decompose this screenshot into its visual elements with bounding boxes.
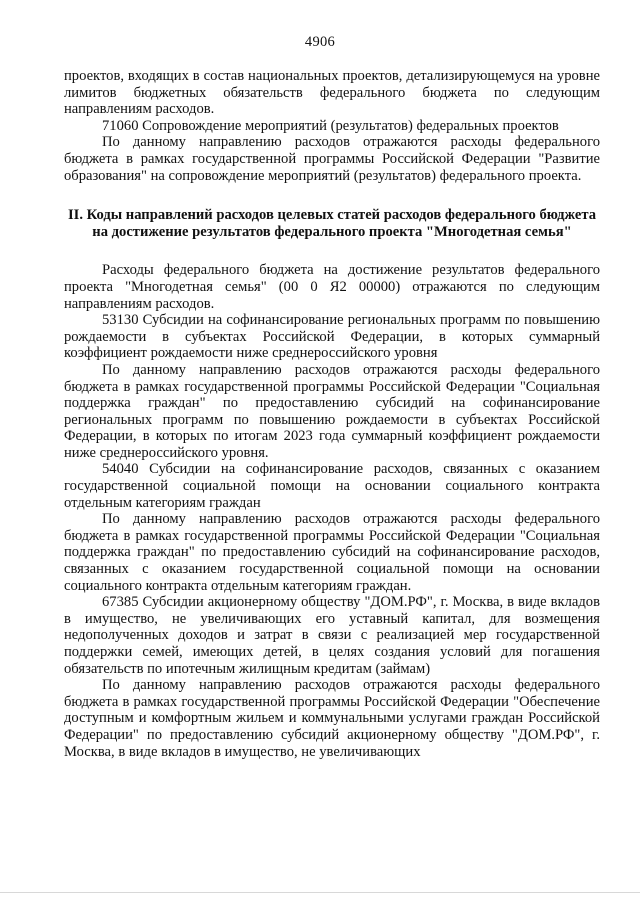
paragraph-code-53130: 53130 Субсидии на софинансирование региональных программ по повышению рождаемости в субъектах Российской Федерации, в которых суммарный коэффициент рождаемости ниже среднероссийского уровня: [64, 312, 600, 362]
paragraph-code-71060: 71060 Сопровождение мероприятий (результатов) федеральных проектов: [102, 117, 559, 134]
paragraph-code-54040: 54040 Субсидии на софинансирование расходов, связанных с оказанием государственной социальной помощи на основании социального контракта отдельным категориям граждан: [64, 461, 600, 511]
paragraph-section-intro: Расходы федерального бюджета на достижение результатов федерального проекта "Многодетная семья" (00 0 Я2 00000) отражаются по следующим направлениям расходов.: [64, 262, 600, 312]
page-number: 4906: [304, 34, 336, 50]
paragraph-71060-description: По данному направлению расходов отражаются расходы федерального бюджета в рамках государственной программы Российской Федерации "Развитие образования" на сопровождение мероприятий (результатов) федерального проекта.: [64, 134, 600, 184]
section-heading: II. Коды направлений расходов целевых статей расходов федерального бюджета на достижение результатов федерального проекта "Многодетная семья": [67, 207, 597, 240]
paragraph-continuation: проектов, входящих в состав национальных проектов, детализирующемуся на уровне лимитов бюджетных обязательств федерального бюджета по следующим направлениям расходов.: [64, 68, 600, 118]
document-body: [64, 68, 600, 760]
scan-edge-line: [0, 892, 640, 893]
paragraph-53130-description: По данному направлению расходов отражаются расходы федерального бюджета в рамках государственной программы Российской Федерации "Социальная поддержка граждан" по предоставлению субсидий на софинансирование региональных программ по повышению рождаемости в субъектах Российской Федерации, в которых по итогам 2023 года суммарный коэффициент рождаемости ниже среднероссийского уровня.: [64, 361, 600, 461]
paragraph-54040-description: По данному направлению расходов отражаются расходы федерального бюджета в рамках государственной программы Российской Федерации "Социальная поддержка граждан" по предоставлению субсидий на софинансирование расходов, связанных с оказанием государственной социальной помощи на основании социального контракта отдельным категориям граждан.: [64, 511, 600, 594]
paragraph-67385-description: По данному направлению расходов отражаются расходы федерального бюджета в рамках государственной программы Российской Федерации "Обеспечение доступным и комфортным жильем и коммунальными услугами граждан Российской Федерации" по предоставлению субсидий акционерному обществу "ДОМ.РФ", г. Москва, в виде вкладов в имущество, не увеличивающих: [64, 677, 600, 760]
paragraph-code-67385: 67385 Субсидии акционерному обществу "ДОМ.РФ", г. Москва, в виде вкладов в имущество, не увеличивающих его уставный капитал, для возмещения недополученных доходов и затрат в связи с реализацией мер государственной поддержки семей, имеющих детей, в целях создания условий для погашения обязательств по ипотечным жилищным кредитам (займам): [64, 594, 600, 677]
